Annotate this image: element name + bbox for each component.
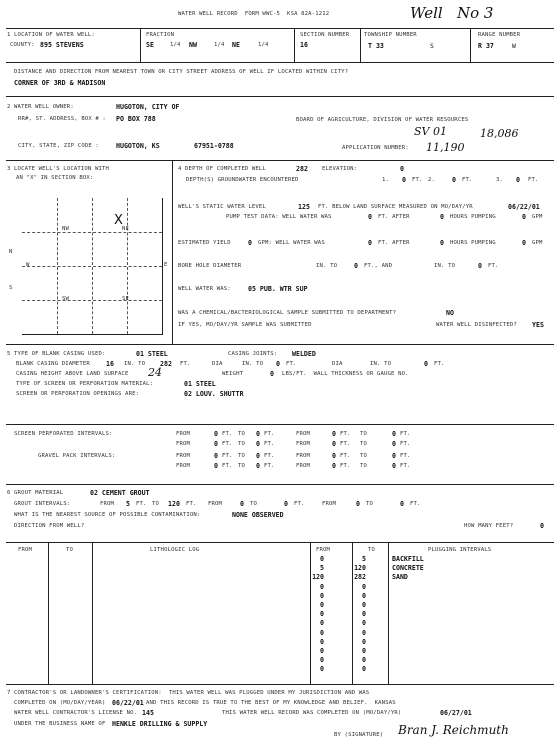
plug-row-from: 0 bbox=[320, 555, 324, 563]
plug-row-from: 5 bbox=[320, 564, 324, 573]
grout-to-label: TO bbox=[152, 501, 160, 507]
gw-idx-1: 1. bbox=[382, 177, 390, 183]
interval-ft: FT. bbox=[340, 441, 351, 447]
yield-label: ESTIMATED YIELD bbox=[178, 240, 231, 246]
screen-material-label: TYPE OF SCREEN OR PERFORATION MATERIAL: bbox=[16, 381, 154, 387]
plug-row-to: 0 bbox=[362, 601, 366, 609]
quarter-1: SE bbox=[146, 41, 154, 49]
interval-ft: FT. bbox=[400, 453, 411, 459]
range-value: R 37 bbox=[478, 42, 494, 50]
contamination-value: NONE OBSERVED bbox=[232, 511, 284, 519]
depth-value: 282 bbox=[296, 165, 308, 173]
certification-completed-label: COMPLETED ON (MO/DAY/YEAR) bbox=[14, 700, 106, 706]
handwritten-number-2: 11,190 bbox=[426, 141, 465, 154]
plug-row-to: 0 bbox=[362, 637, 366, 646]
gravel-intervals-label: GRAVEL PACK INTERVALS: bbox=[38, 453, 116, 459]
gw-val-2: 0 bbox=[452, 176, 456, 184]
interval-to-value: 0 bbox=[256, 452, 260, 460]
plug-row-from: 120 bbox=[312, 573, 324, 582]
elevation-value: 0 bbox=[400, 165, 404, 173]
divider bbox=[6, 484, 554, 485]
log-divider bbox=[388, 542, 389, 684]
interval-from-value-2: 0 bbox=[332, 452, 336, 460]
certification-date-1: 06/22/01 bbox=[112, 699, 144, 707]
interval-from-value: 0 bbox=[214, 440, 218, 448]
section-label: SECTION NUMBER bbox=[300, 32, 350, 38]
section-value: 16 bbox=[300, 41, 308, 49]
board-label: BOARD OF AGRICULTURE, DIVISION OF WATER RESOURCES bbox=[296, 117, 469, 123]
grout-ft-to: FT. bbox=[136, 501, 147, 507]
use-value: 05 PUB. WTR SUP bbox=[248, 285, 308, 293]
pump-level: 0 bbox=[368, 213, 372, 221]
plug-row-from: 0 bbox=[320, 647, 324, 655]
interval-to-label-2: TO bbox=[360, 431, 368, 437]
section-box-divider bbox=[22, 266, 162, 267]
pump-gpm: GPM bbox=[532, 214, 543, 220]
plug-header-to: TO bbox=[368, 547, 376, 553]
plug-row-from: 0 bbox=[320, 601, 324, 609]
plug-row-from: 0 bbox=[320, 610, 324, 619]
township-value: T 33 bbox=[368, 42, 384, 50]
location-label: 1 LOCATION OF WATER WELL: bbox=[7, 32, 95, 38]
plug-row-from: 0 bbox=[320, 582, 324, 591]
handwritten-number-1: 18,086 bbox=[480, 127, 519, 140]
plug-row-to: 0 bbox=[362, 610, 366, 619]
range-label: RANGE NUMBER bbox=[478, 32, 521, 38]
interval-to-value-2: 0 bbox=[392, 452, 396, 460]
blank-ft-3: FT. bbox=[434, 361, 445, 367]
section-box-divider bbox=[22, 232, 162, 233]
height-label: CASING HEIGHT ABOVE LAND SURFACE bbox=[16, 371, 129, 377]
interval-from-label-2: FROM bbox=[296, 441, 311, 447]
se-label: SE bbox=[122, 296, 130, 302]
interval-ft: FT. bbox=[222, 463, 233, 469]
business-value: HENKLE DRILLING & SUPPLY bbox=[112, 720, 208, 728]
plug-row-to: 0 bbox=[362, 628, 366, 637]
locate-label-1: 3 LOCATE WELL'S LOCATION WITH bbox=[7, 166, 110, 172]
plug-row-to: 282 bbox=[354, 573, 366, 582]
blank-to-value: 282 bbox=[160, 360, 172, 368]
yield-after: FT. AFTER bbox=[378, 240, 410, 246]
gw-idx-3: 3. bbox=[496, 177, 504, 183]
interval-from-value: 0 bbox=[214, 452, 218, 460]
interval-ft: FT. bbox=[400, 441, 411, 447]
gw-ft-1: FT. bbox=[412, 177, 423, 183]
grout-to-3: 0 bbox=[400, 500, 404, 508]
plug-row-to: 0 bbox=[362, 665, 366, 674]
divider bbox=[6, 424, 554, 425]
log-header-from: FROM bbox=[18, 547, 33, 553]
plug-row-from: 0 bbox=[320, 656, 324, 665]
blank-in-to-3: IN. TO bbox=[370, 361, 392, 367]
plug-header-from: FROM bbox=[316, 547, 331, 553]
grout-ft-2: FT. bbox=[294, 501, 305, 507]
grout-value: 02 CEMENT GROUT bbox=[90, 489, 150, 497]
owner-value: HUGOTON, CITY OF bbox=[116, 103, 180, 111]
direction-label: DIRECTION FROM WELL? bbox=[14, 523, 85, 529]
plug-row-to: 0 bbox=[362, 619, 366, 628]
ifyes-label: IF YES, MO/DAY/YR SAMPLE WAS SUBMITTED bbox=[178, 322, 312, 328]
casing-value: 01 STEEL bbox=[136, 350, 168, 358]
log-header-lithologic: LITHOLOGIC LOG bbox=[150, 547, 200, 553]
address-value: PO BOX 788 bbox=[116, 115, 156, 123]
interval-from-label: FROM bbox=[176, 463, 191, 469]
pump-hours-val: 0 bbox=[440, 213, 444, 221]
east-label: E bbox=[164, 262, 168, 268]
plug-row-to: 0 bbox=[362, 656, 366, 665]
interval-ft: FT. bbox=[264, 441, 275, 447]
interval-from-value: 0 bbox=[214, 462, 218, 470]
plug-row-to: 0 bbox=[362, 582, 366, 591]
interval-from-label: FROM bbox=[176, 441, 191, 447]
section-box-divider bbox=[57, 198, 58, 334]
distance-label: DISTANCE AND DIRECTION FROM NEAREST TOWN OR CITY STREET ADDRESS OF WELL IF LOCATED WITHIN CITY? bbox=[14, 69, 349, 75]
bore-label: BORE HOLE DIAMETER bbox=[178, 263, 242, 269]
grout-to-1: 120 bbox=[168, 500, 180, 508]
yield-value: 0 bbox=[248, 239, 252, 247]
feet-value: 0 bbox=[540, 522, 544, 530]
interval-from-value: 0 bbox=[214, 430, 218, 438]
handwritten-well-number: Well No 3 bbox=[410, 4, 494, 22]
divider bbox=[6, 62, 554, 63]
yield-hours-val: 0 bbox=[440, 239, 444, 247]
bore-to-1: 0 bbox=[354, 262, 358, 270]
grout-intervals-label: GROUT INTERVALS: bbox=[14, 501, 71, 507]
interval-to-label: TO bbox=[238, 453, 246, 459]
log-divider bbox=[92, 542, 93, 684]
interval-ft: FT. bbox=[264, 463, 275, 469]
grout-from-label-2: FROM bbox=[208, 501, 223, 507]
yield-level: 0 bbox=[368, 239, 372, 247]
bore-and: FT., AND bbox=[364, 263, 393, 269]
plug-row-to: 0 bbox=[362, 647, 366, 655]
divider bbox=[6, 96, 554, 97]
range-dir: W bbox=[512, 42, 516, 50]
interval-to-label: TO bbox=[238, 431, 246, 437]
yield-rest: GPM: WELL WATER WAS bbox=[258, 240, 325, 246]
application-label: APPLICATION NUMBER: bbox=[342, 145, 409, 151]
quarter-2-frac: 1/4 bbox=[214, 42, 225, 48]
interval-to-value-2: 0 bbox=[392, 440, 396, 448]
pump-after: FT. AFTER bbox=[378, 214, 410, 220]
interval-ft: FT. bbox=[222, 431, 233, 437]
plug-row-from: 0 bbox=[320, 637, 324, 646]
north-label: N bbox=[9, 249, 13, 255]
address-label: RR#, ST. ADDRESS, BOX # : bbox=[18, 116, 106, 122]
section-box-divider bbox=[22, 300, 162, 301]
certification-line-1: 7 CONTRACTOR'S OR LANDOWNER'S CERTIFICATION: THIS WATER WELL WAS PLUGGED UNDER MY JURISDICTION AND WAS bbox=[7, 690, 370, 696]
interval-from-label: FROM bbox=[176, 453, 191, 459]
interval-to-value: 0 bbox=[256, 462, 260, 470]
grout-to-label-3: TO bbox=[366, 501, 374, 507]
disinfected-label: WATER WELL DISINFECTED? bbox=[436, 322, 517, 328]
height-value: 24 bbox=[148, 366, 162, 379]
divider bbox=[6, 344, 554, 345]
divider bbox=[172, 160, 173, 344]
blank-ft-2: FT. bbox=[286, 361, 297, 367]
gw-idx-2: 2. bbox=[428, 177, 436, 183]
handwritten-sv: SV 01 bbox=[414, 125, 447, 138]
interval-from-label-2: FROM bbox=[296, 463, 311, 469]
plug-row-description: CONCRETE bbox=[392, 564, 424, 573]
form-title: WATER WELL RECORD FORM WWC-5 KSA 82A-1212 bbox=[178, 11, 330, 17]
bore-in-to-2: IN. TO bbox=[434, 263, 456, 269]
interval-to-label: TO bbox=[238, 463, 246, 469]
screen-openings-value: 02 LOUV. SHUTTR bbox=[184, 390, 244, 398]
interval-to-label: TO bbox=[238, 441, 246, 447]
static-label: WELL'S STATIC WATER LEVEL bbox=[178, 204, 266, 210]
interval-from-label-2: FROM bbox=[296, 453, 311, 459]
weight-label: WEIGHT bbox=[222, 371, 244, 377]
plug-row-description: BACKFILL bbox=[392, 555, 424, 563]
pump-label: PUMP TEST DATA: WELL WATER WAS bbox=[226, 214, 332, 220]
interval-ft: FT. bbox=[400, 431, 411, 437]
interval-ft: FT. bbox=[340, 463, 351, 469]
plug-row-from: 0 bbox=[320, 591, 324, 600]
township-label: TOWNSHIP NUMBER bbox=[364, 32, 417, 38]
blank-dia-3-label: DIA bbox=[332, 361, 343, 367]
divider bbox=[140, 28, 141, 62]
signature: Bran J. Reichmuth bbox=[398, 723, 509, 737]
quarter-1-frac: 1/4 bbox=[170, 42, 181, 48]
interval-ft: FT. bbox=[264, 431, 275, 437]
grout-from-3: 0 bbox=[356, 500, 360, 508]
grout-from-label: FROM bbox=[100, 501, 115, 507]
zip-value: 67951-0788 bbox=[194, 142, 234, 150]
contamination-label: WHAT IS THE NEAREST SOURCE OF POSSIBLE CONTAMINATION: bbox=[14, 512, 201, 518]
elevation-label: ELEVATION: bbox=[322, 166, 358, 172]
plug-row-to: 5 bbox=[362, 555, 366, 563]
grout-from-2: 0 bbox=[240, 500, 244, 508]
static-rest: FT. BELOW LAND SURFACE MEASURED ON MO/DAY/YR bbox=[318, 204, 473, 210]
interval-to-label-2: TO bbox=[360, 463, 368, 469]
grout-to-2: 0 bbox=[284, 500, 288, 508]
interval-to-value-2: 0 bbox=[392, 430, 396, 438]
owner-label: 2 WATER WELL OWNER: bbox=[7, 104, 74, 110]
bore-ft: FT. bbox=[488, 263, 499, 269]
city-label: CITY, STATE, ZIP CODE : bbox=[18, 143, 99, 149]
screen-openings-label: SCREEN OR PERFORATION OPENINGS ARE: bbox=[16, 391, 140, 397]
blank-dia-2-label: DIA bbox=[212, 361, 223, 367]
yield-hours: HOURS PUMPING bbox=[450, 240, 496, 246]
distance-value: CORNER OF 3RD & MADISON bbox=[14, 79, 106, 87]
nw-label: NW bbox=[62, 226, 70, 232]
sw-label: SW bbox=[62, 296, 70, 302]
plug-row-description: SAND bbox=[392, 573, 408, 582]
signature-label: BY (SIGNATURE) bbox=[334, 732, 384, 738]
record-completed-label: THIS WATER WELL RECORD WAS COMPLETED ON (MO/DAY/YR) bbox=[222, 710, 402, 716]
yield-gpm: GPM bbox=[532, 240, 543, 246]
interval-from-label: FROM bbox=[176, 431, 191, 437]
divider bbox=[6, 160, 554, 161]
groundwater-label: DEPTH(S) GROUNDWATER ENCOUNTERED bbox=[186, 177, 299, 183]
south-label: S bbox=[9, 285, 13, 291]
blank-in-to: IN. TO bbox=[124, 361, 146, 367]
divider bbox=[360, 28, 361, 62]
casing-label: 5 TYPE OF BLANK CASING USED: bbox=[7, 351, 106, 357]
city-value: HUGOTON, KS bbox=[116, 142, 160, 150]
interval-to-label-2: TO bbox=[360, 453, 368, 459]
blank-dia-label: BLANK CASING DIAMETER bbox=[16, 361, 90, 367]
chem-value: NO bbox=[446, 309, 454, 317]
section-box-divider bbox=[127, 198, 128, 334]
interval-to-value-2: 0 bbox=[392, 462, 396, 470]
static-value: 125 bbox=[298, 203, 310, 211]
wall-label: LBS/FT. WALL THICKNESS OR GAUGE NO. bbox=[282, 371, 409, 377]
interval-from-value-2: 0 bbox=[332, 430, 336, 438]
grout-to-label-2: TO bbox=[250, 501, 258, 507]
interval-from-label-2: FROM bbox=[296, 431, 311, 437]
license-value: 145 bbox=[142, 709, 154, 717]
yield-gpm-val: 0 bbox=[522, 239, 526, 247]
chem-label: WAS A CHEMICAL/BACTERIOLOGICAL SAMPLE SUBMITTED TO DEPARTMENT? bbox=[178, 310, 397, 316]
certification-line-2: AND THIS RECORD IS TRUE TO THE BEST OF MY KNOWLEDGE AND BELIEF. KANSAS bbox=[146, 700, 396, 706]
divider bbox=[294, 28, 295, 62]
location-mark: X bbox=[114, 213, 123, 228]
log-divider bbox=[48, 542, 49, 684]
plug-header-intervals: PLUGGING INTERVALS bbox=[428, 547, 492, 553]
divider bbox=[6, 684, 554, 685]
static-date: 06/22/01 bbox=[508, 203, 540, 211]
grout-ft-1: FT. bbox=[186, 501, 197, 507]
depth-label: 4 DEPTH OF COMPLETED WELL bbox=[178, 166, 266, 172]
bore-in-to-1: IN. TO bbox=[316, 263, 338, 269]
disinfected-value: YES bbox=[532, 321, 544, 329]
gw-val-3: 0 bbox=[516, 176, 520, 184]
plug-row-to: 0 bbox=[362, 591, 366, 600]
divider bbox=[6, 28, 554, 29]
interval-to-value: 0 bbox=[256, 430, 260, 438]
business-label: UNDER THE BUSINESS NAME OF bbox=[14, 721, 106, 727]
township-dir: S bbox=[430, 42, 434, 50]
plug-row-from: 0 bbox=[320, 665, 324, 674]
screen-material-value: 01 STEEL bbox=[184, 380, 216, 388]
log-header-to: TO bbox=[66, 547, 74, 553]
license-label: WATER WELL CONTRACTOR'S LICENSE NO. bbox=[14, 710, 138, 716]
blank-ft: FT. bbox=[180, 361, 191, 367]
fraction-label: FRACTION bbox=[146, 32, 175, 38]
interval-from-value-2: 0 bbox=[332, 462, 336, 470]
grout-from-label-3: FROM bbox=[322, 501, 337, 507]
gw-ft-3: FT. bbox=[528, 177, 539, 183]
divider bbox=[470, 28, 471, 62]
ne-label: NE bbox=[122, 226, 130, 232]
divider bbox=[6, 542, 554, 543]
blank-dia-value: 16 bbox=[106, 360, 114, 368]
plug-row-from: 0 bbox=[320, 619, 324, 628]
interval-ft: FT. bbox=[222, 453, 233, 459]
plug-row-to: 120 bbox=[354, 564, 366, 573]
blank-to-3: 0 bbox=[424, 360, 428, 368]
county-label: COUNTY: bbox=[10, 42, 35, 48]
quarter-3: NE bbox=[232, 41, 240, 49]
grout-label: 6 GROUT MATERIAL bbox=[7, 490, 64, 496]
weight-value: 0 bbox=[270, 370, 274, 378]
locate-label-2: AN "X" IN SECTION BOX: bbox=[16, 175, 94, 181]
interval-ft: FT. bbox=[264, 453, 275, 459]
pump-hours: HOURS PUMPING bbox=[450, 214, 496, 220]
plug-row-from: 0 bbox=[320, 628, 324, 637]
interval-ft: FT. bbox=[340, 453, 351, 459]
use-label: WELL WATER WAS: bbox=[178, 286, 231, 292]
bore-to-2: 0 bbox=[478, 262, 482, 270]
grout-ft-3: FT. bbox=[410, 501, 421, 507]
joints-label: CASING JOINTS: bbox=[228, 351, 278, 357]
interval-ft: FT. bbox=[340, 431, 351, 437]
interval-to-label-2: TO bbox=[360, 441, 368, 447]
screen-intervals-label: SCREEN PERFORATED INTERVALS: bbox=[14, 431, 113, 437]
pump-gpm-val: 0 bbox=[522, 213, 526, 221]
gw-ft-2: FT. bbox=[462, 177, 473, 183]
interval-ft: FT. bbox=[222, 441, 233, 447]
certification-date-2: 06/27/01 bbox=[440, 709, 472, 717]
county-value: 895 STEVENS bbox=[40, 41, 84, 49]
quarter-3-frac: 1/4 bbox=[258, 42, 269, 48]
quarter-2: NW bbox=[189, 41, 197, 49]
blank-to-2: 0 bbox=[276, 360, 280, 368]
joints-value: WELDED bbox=[292, 350, 316, 358]
interval-ft: FT. bbox=[400, 463, 411, 469]
grout-from-1: 5 bbox=[126, 500, 130, 508]
interval-from-value-2: 0 bbox=[332, 440, 336, 448]
feet-label: HOW MANY FEET? bbox=[464, 523, 514, 529]
interval-to-value: 0 bbox=[256, 440, 260, 448]
west-label: W bbox=[26, 262, 30, 268]
gw-val-1: 0 bbox=[402, 176, 406, 184]
blank-in-to-2: IN. TO bbox=[242, 361, 264, 367]
